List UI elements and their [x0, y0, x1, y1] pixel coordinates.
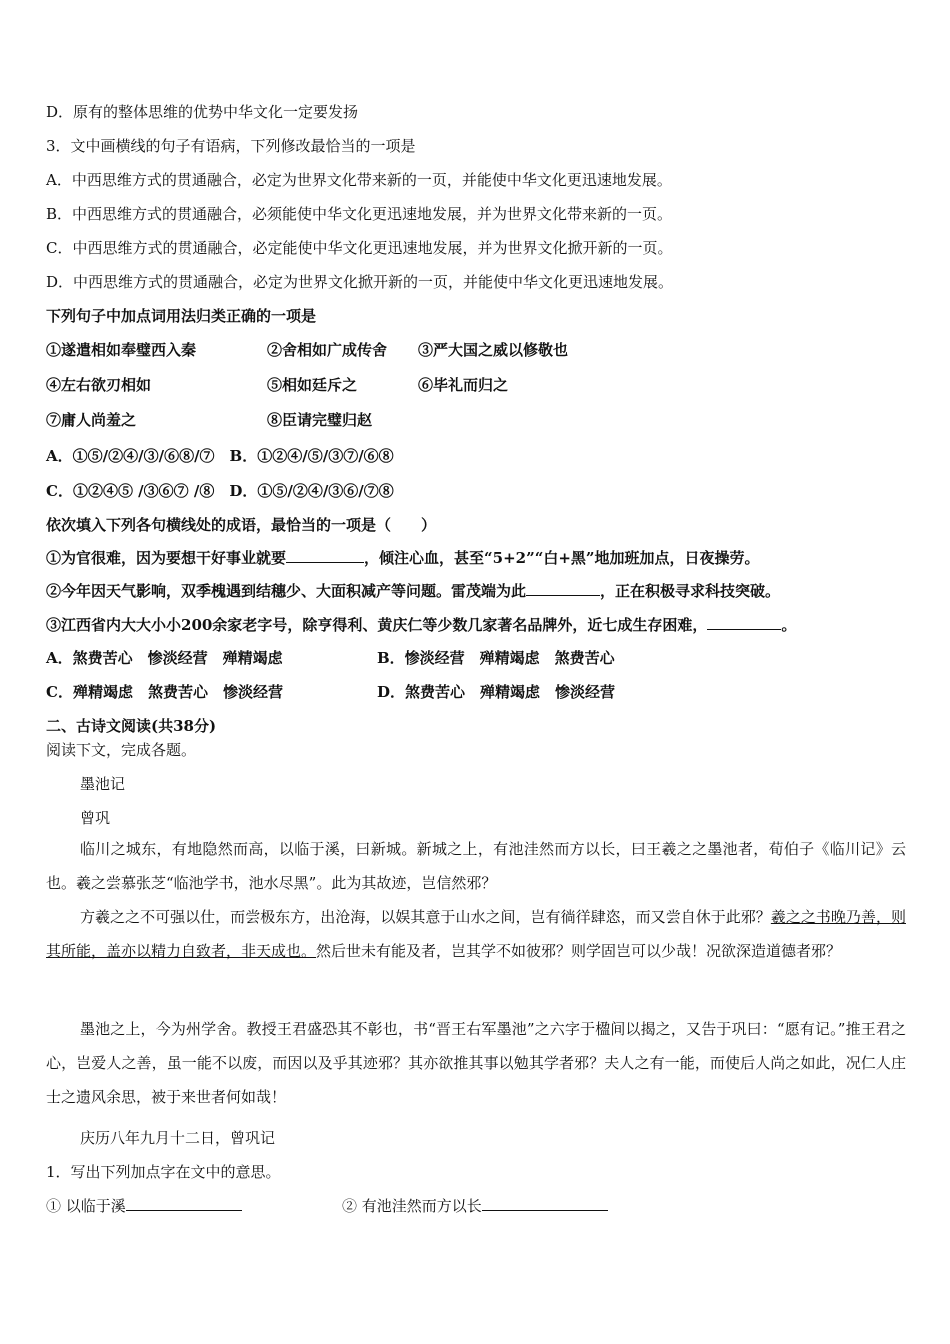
idioms-sentence-3: ③江西省内大大小小200余家老字号，除亨得利、黄庆仁等少数几家著名品牌外，近七成生存困难， 。: [46, 616, 797, 634]
reading-q1-item-2: ② 有池洼然而方以长: [342, 1196, 608, 1216]
word-usage-item-2: ②舍相如广成传舍: [267, 341, 388, 359]
word-usage-stem: 下列句子中加点词用法归类正确的一项是: [46, 307, 317, 325]
word-usage-options-cd: C．①②④⑤ /③⑥⑦ /⑧ D．①⑤/②④/③⑥/⑦⑧: [46, 482, 394, 500]
idioms-option-a: A．煞费苦心 惨淡经营 殚精竭虑: [46, 649, 283, 667]
idiom-blank-3[interactable]: [707, 615, 781, 630]
essay-paragraph-1: 临川之城东，有地隐然而高，以临于溪，曰新城。新城之上，有池洼然而方以长，曰王羲之之墨池者，荀伯子《临川记》云也。羲之尝慕张芝“临池学书，池水尽黑”。此为其故迹，岂信然邪？: [46, 840, 906, 892]
word-usage-item-6: ⑥毕礼而归之: [418, 376, 509, 394]
q3-stem: 3．文中画横线的句子有语病，下列修改最恰当的一项是: [46, 137, 416, 155]
section-2-heading: 二、古诗文阅读(共38分): [46, 717, 217, 735]
idioms-option-c: C．殚精竭虑 煞费苦心 惨淡经营: [46, 683, 283, 701]
essay-title: 墨池记: [80, 775, 126, 793]
word-usage-item-3: ③严大国之威以修敬也: [418, 341, 569, 359]
q2-option-d: D．原有的整体思维的优势中华文化一定要发扬: [46, 103, 359, 121]
essay-paragraph-2: 方羲之之不可强以仕，而尝极东方，出沧海，以娱其意于山水之间，岂有徜徉肆恣，而又尝自休于此邪？羲之之书晚乃善，则其所能，盖亦以精力自致者，非天成也。然后世未有能及者，岂其学不如彼邪？则学固岂可以少哉！况欲深造道德者邪？: [46, 908, 906, 960]
idiom-blank-2[interactable]: [526, 581, 600, 596]
answer-blank-1[interactable]: [126, 1196, 242, 1211]
idioms-option-b: B．惨淡经营 殚精竭虑 煞费苦心: [377, 649, 615, 667]
reading-q1-stem: 1．写出下列加点字在文中的意思。: [46, 1163, 281, 1181]
essay-author: 曾巩: [80, 809, 111, 827]
q3-option-c: C．中西思维方式的贯通融合，必定能使中华文化更迅速地发展，并为世界文化掀开新的一页。: [46, 239, 673, 257]
reading-q1-item-1: ① 以临于溪: [46, 1196, 242, 1216]
word-usage-item-7: ⑦庸人尚羞之: [46, 411, 137, 429]
essay-date: 庆历八年九月十二日，曾巩记: [80, 1129, 276, 1147]
q3-option-a: A．中西思维方式的贯通融合，必定为世界文化带来新的一页，并能使中华文化更迅速地发展。: [46, 171, 672, 189]
idioms-option-d: D．煞费苦心 殚精竭虑 惨淡经营: [377, 683, 616, 701]
idiom-blank-1[interactable]: [286, 548, 364, 563]
essay-paragraph-3: 墨池之上，今为州学舍。教授王君盛恐其不彰也，书“晋王右军墨池”之六字于楹间以揭之，又告于巩曰：“愿有记。”推王君之心，岂爱人之善，虽一能不以废，而因以及乎其迹邪？其亦欲推其事以勉其学者邪？夫人之有一能，而使后人尚之如此，况仁人庄士之遗风余思，被于来世者何如哉！: [46, 1020, 906, 1106]
reading-instruction: 阅读下文，完成各题。: [46, 741, 197, 759]
word-usage-item-4: ④左右欲刃相如: [46, 376, 152, 394]
q3-option-d: D．中西思维方式的贯通融合，必定为世界文化掀开新的一页，并能使中华文化更迅速地发展。: [46, 273, 674, 291]
q3-option-b: B．中西思维方式的贯通融合，必须能使中华文化更迅速地发展，并为世界文化带来新的一页。: [46, 205, 673, 223]
word-usage-item-5: ⑤相如廷斥之: [267, 376, 358, 394]
underlined-sentence: 羲之之书晚乃善，则其所能，盖亦以精力自致者，非天成也。: [46, 908, 906, 960]
answer-blank-2[interactable]: [482, 1196, 608, 1211]
idioms-sentence-2: ②今年因天气影响，双季槐遇到结穗少、大面积减产等问题。雷茂端为此 ，正在积极寻求科技突破。: [46, 582, 781, 600]
idioms-stem: 依次填入下列各句横线处的成语，最恰当的一项是（ ）: [46, 516, 437, 534]
word-usage-item-8: ⑧臣请完璧归赵: [267, 411, 373, 429]
idioms-sentence-1: ①为官很难，因为要想干好事业就要 ，倾注心血，甚至“5+2”“白+黑”地加班加点，日夜操劳。: [46, 549, 760, 567]
word-usage-options-ab: A．①⑤/②④/③/⑥⑧/⑦ B．①②④/⑤/③⑦/⑥⑧: [46, 447, 394, 465]
word-usage-item-1: ①遂遣相如奉璧西入秦: [46, 341, 197, 359]
